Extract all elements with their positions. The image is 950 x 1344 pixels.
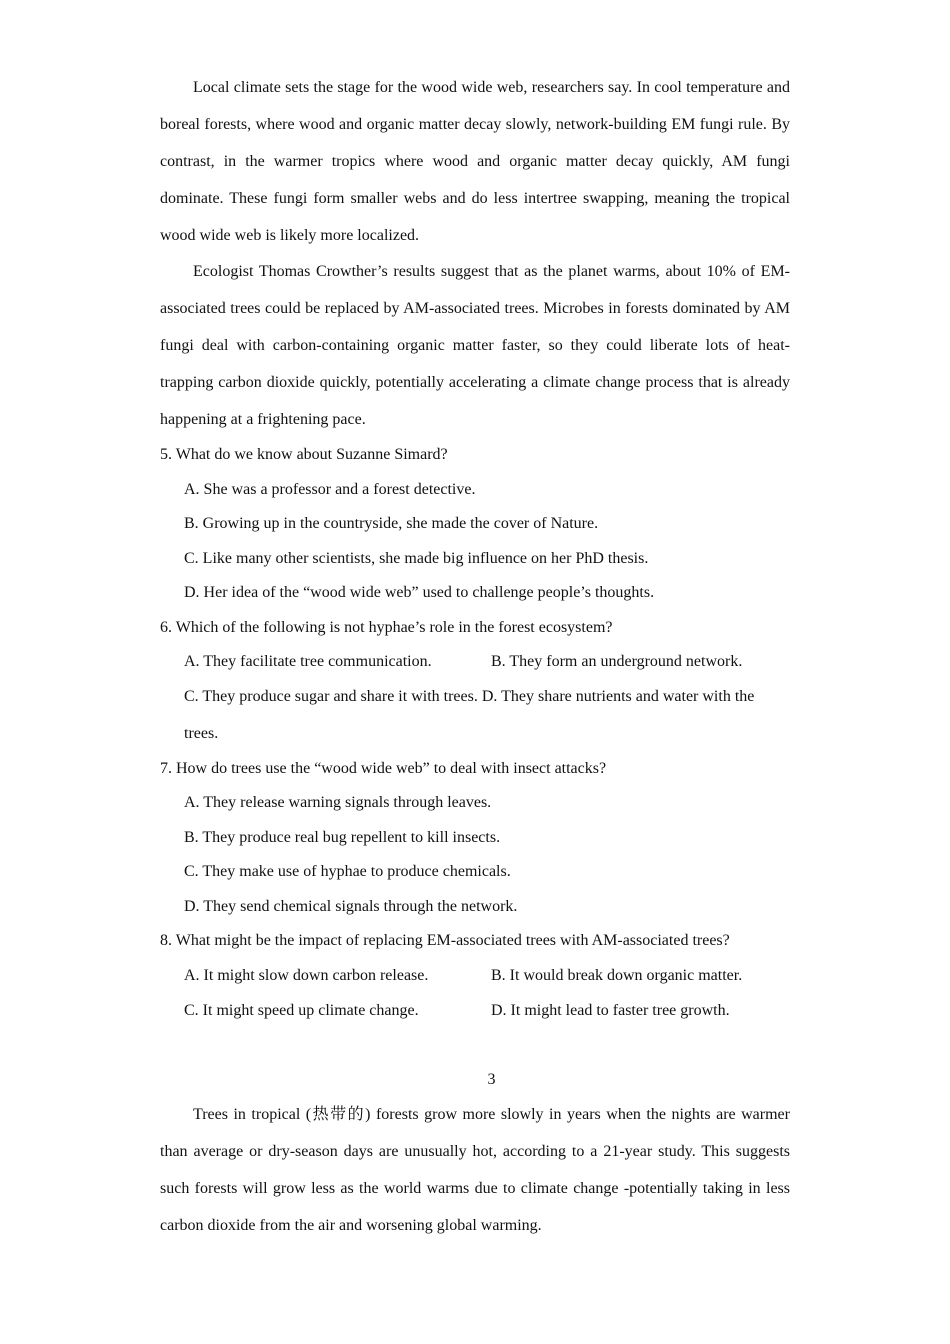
question-8-stem: 8. What might be the impact of replacing EM-associated trees with AM-associated trees? [160,932,730,949]
paragraph-local-climate: Local climate sets the stage for the wood wide web, researchers say. In cool temperature and boreal forests, where wood and organic matter decay slowly, network-building EM fungi rule. By contrast, in the warmer tropics where wood and organic matter decay quickly, AM fungi dominate. These fungi form smaller webs and do less intertree swapping, meaning the tropical wood wide web is likely more localized. [160,79,790,244]
question-7-option-c: C. They make use of hyphae to produce chemicals. [184,863,511,880]
section-number: 3 [487,1071,496,1088]
question-7-stem: 7. How do trees use the “wood wide web” to deal with insect attacks? [160,760,607,777]
question-6-stem: 6. Which of the following is not hyphae’s role in the forest ecosystem? [160,619,613,636]
question-5-option-d: D. Her idea of the “wood wide web” used to challenge people’s thoughts. [184,584,655,601]
question-8-option-b: B. It would break down organic matter. [491,967,743,984]
question-8-option-c: C. It might speed up climate change. [184,1002,419,1019]
question-8-option-d: D. It might lead to faster tree growth. [491,1002,730,1019]
paragraph-crowther-results: Ecologist Thomas Crowther’s results suggest that as the planet warms, about 10% of EM-associated trees could be replaced by AM-associated trees. Microbes in forests dominated by AM fungi deal with carbon-containing organic matter faster, so they could liberate lots of heat-trapping carbon dioxide quickly, potentially accelerating a climate change process that is already happening at a frightening pace. [160,263,790,428]
question-7-option-d: D. They send chemical signals through the network. [184,898,518,915]
question-6-option-b: B. They form an underground network. [491,653,743,670]
question-5-option-c: C. Like many other scientists, she made big influence on her PhD thesis. [184,550,649,567]
paragraph-tropical-forests: Trees in tropical (热带的) forests grow more slowly in years when the nights are warmer than average or dry-season days are unusually hot, according to a 21-year study. This suggests such forests will grow less as the world warms due to climate change -potentially taking in less carbon dioxide from the air and worsening global warming. [160,1106,790,1234]
question-5-option-a: A. She was a professor and a forest detective. [184,481,476,498]
question-8-option-a: A. It might slow down carbon release. [184,967,429,984]
question-6-options-c-d: C. They produce sugar and share it with trees. D. They share nutrients and water with the trees. [184,688,755,742]
question-5-option-b: B. Growing up in the countryside, she made the cover of Nature. [184,515,599,532]
question-5-stem: 5. What do we know about Suzanne Simard? [160,446,448,463]
question-7-option-b: B. They produce real bug repellent to kill insects. [184,829,501,846]
question-6-option-a: A. They facilitate tree communication. [184,653,432,670]
question-7-option-a: A. They release warning signals through leaves. [184,794,492,811]
